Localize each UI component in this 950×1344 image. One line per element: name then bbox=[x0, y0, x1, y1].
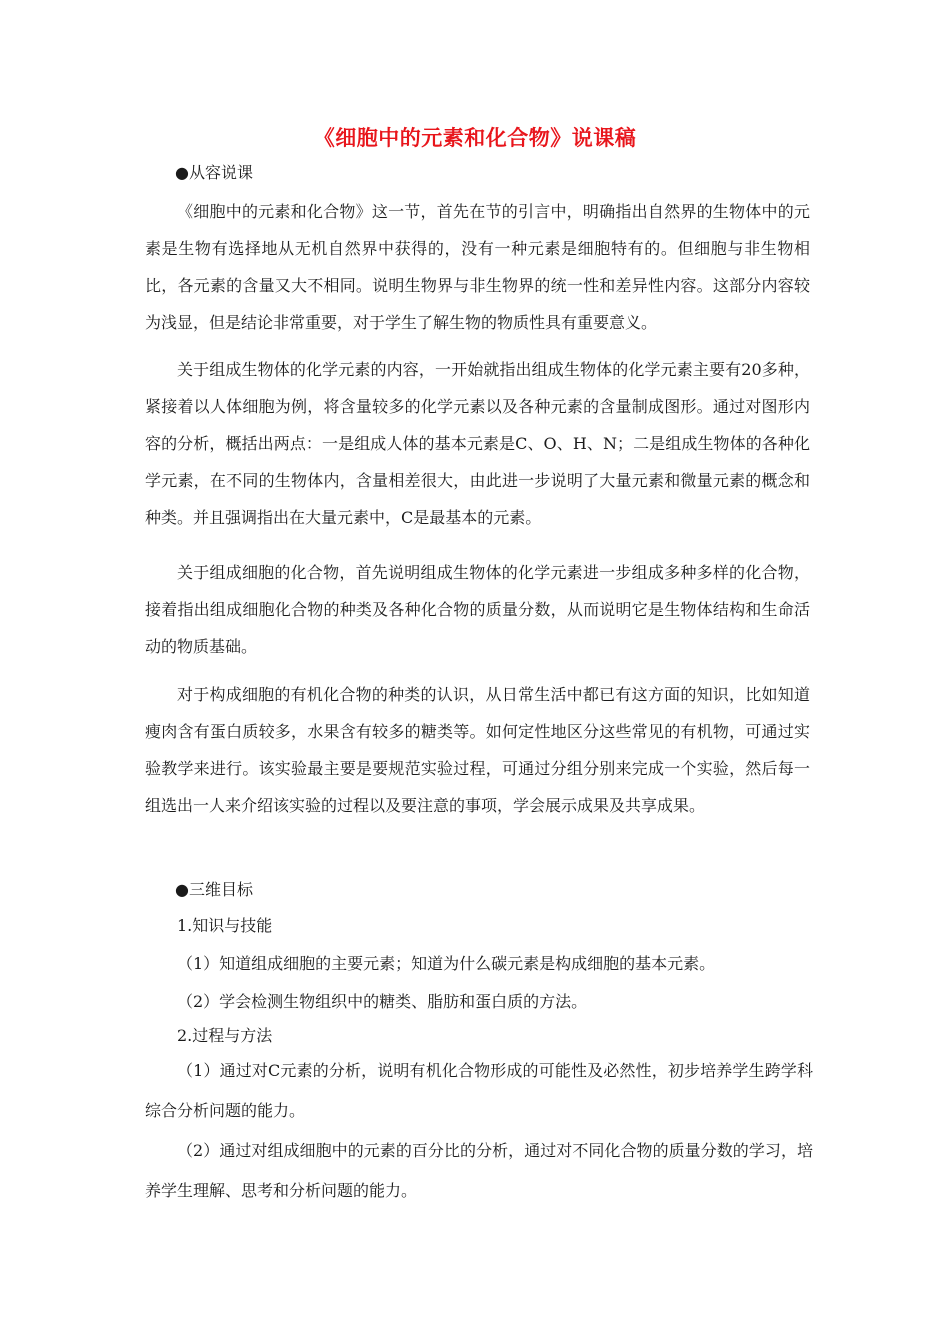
paragraph-text: 关于组成细胞的化合物，首先说明组成生物体的化学元素进一步组成多种多样的化合物，接着指出组成细胞化合物的种类及各种化合物的质量分数，从而说明它是生物体结构和生命活动的物质基础。 bbox=[145, 563, 810, 656]
goal-item: （1）知道组成细胞的主要元素；知道为什么碳元素是构成细胞的基本元素。 bbox=[177, 954, 716, 973]
paragraph-text: 关于组成生物体的化学元素的内容，一开始就指出组成生物体的化学元素主要有20多种，紧接着以人体细胞为例，将含量较多的化学元素以及各种元素的含量制成图形。通过对图形内容的分析，概括出两点：一是组成人体的基本元素是C、O、H、N；二是组成生物体的各种化学元素，在不同的生物体内，含量相差很大，由此进一步说明了大量元素和微量元素的概念和种类。并且强调指出在大量元素中，C是最基本的元素。 bbox=[145, 360, 810, 527]
subheading-process: 2.过程与方法 bbox=[177, 1026, 273, 1045]
section-heading-goals: ●三维目标 bbox=[175, 880, 253, 899]
paragraph-organic bbox=[145, 676, 810, 824]
subheading-knowledge: 1.知识与技能 bbox=[177, 916, 273, 935]
paragraph-text: 《细胞中的元素和化合物》这一节，首先在节的引言中，明确指出自然界的生物体中的元素是生物有选择地从无机自然界中获得的，没有一种元素是细胞特有的。但细胞与非生物相比，各元素的含量又大不相同。说明生物界与非生物界的统一性和差异性内容。这部分内容较为浅显，但是结论非常重要，对于学生了解生物的物质性具有重要意义。 bbox=[145, 202, 810, 332]
goal-item: （2）学会检测生物组织中的糖类、脂肪和蛋白质的方法。 bbox=[177, 992, 588, 1011]
paragraph-intro bbox=[145, 193, 810, 341]
paragraph-compounds bbox=[145, 554, 810, 665]
paragraph-elements bbox=[145, 351, 810, 536]
goal-item: （1）通过对C元素的分析，说明有机化合物形成的可能性及必然性，初步培养学生跨学科综合分析问题的能力。 bbox=[145, 1061, 813, 1120]
paragraph-text: 对于构成细胞的有机化合物的种类的认识，从日常生活中都已有这方面的知识，比如知道瘦肉含有蛋白质较多，水果含有较多的糖类等。如何定性地区分这些常见的有机物，可通过实验教学来进行。该实验最主要是要规范实验过程，可通过分组分别来完成一个实验，然后每一组选出一人来介绍该实验的过程以及要注意的事项，学会展示成果及共享成果。 bbox=[145, 685, 810, 815]
document-title: 《细胞中的元素和化合物》说课稿 bbox=[313, 126, 637, 150]
section-heading-course-talk: ●从容说课 bbox=[175, 163, 253, 182]
goal-item: （2）通过对组成细胞中的元素的百分比的分析，通过对不同化合物的质量分数的学习，培养学生理解、思考和分析问题的能力。 bbox=[145, 1141, 813, 1200]
